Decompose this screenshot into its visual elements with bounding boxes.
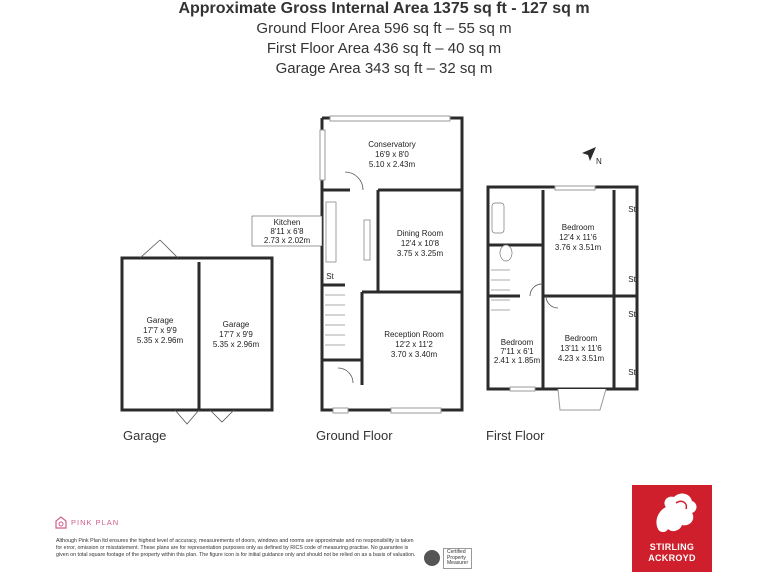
toilet-icon: [500, 245, 512, 261]
bedroom3-name: Bedroom: [500, 338, 534, 347]
store-label: St: [628, 368, 636, 377]
bedroom2-name: Bedroom: [564, 334, 598, 343]
kitchen-imperial: 8'11 x 6'8: [270, 227, 304, 236]
dining-imperial: 12'4 x 10'8: [400, 239, 440, 248]
kitchen-counter: [326, 202, 336, 262]
garage1-imperial: 17'7 x 9'9: [143, 326, 177, 335]
garage2-name: Garage: [222, 320, 250, 329]
reception-imperial: 12'2 x 11'2: [395, 340, 433, 349]
reception-metric: 3.70 x 3.40m: [390, 350, 438, 359]
bedroom2-imperial: 13'11 x 11'6: [560, 344, 602, 353]
first-floor-label: First Floor: [486, 428, 545, 443]
agency-logo: [632, 485, 712, 572]
bedroom3-metric: 2.41 x 1.85m: [493, 356, 541, 365]
rics-certification: [424, 548, 472, 569]
store-label: St: [628, 275, 636, 284]
north-arrow-icon: [582, 147, 602, 166]
store-label: St: [326, 272, 334, 281]
agency-line1: STIRLING: [649, 542, 695, 552]
kitchen-name: Kitchen: [273, 218, 301, 227]
garage-area: Garage Area 343 sq ft – 32 sq m: [275, 60, 493, 77]
svg-text:N: N: [596, 157, 602, 166]
garage2-metric: 5.35 x 2.96m: [212, 340, 260, 349]
kitchen-label: [252, 216, 322, 246]
pinkplan-text: PINK PLAN: [71, 517, 120, 527]
first-floor-area: First Floor Area 436 sq ft – 40 sq m: [266, 40, 502, 57]
store-label: St: [628, 205, 636, 214]
griffin-icon: [632, 485, 712, 539]
conservatory-imperial: 16'9 x 8'0: [375, 150, 409, 159]
rics-line2: Property: [447, 554, 466, 561]
bedroom1-imperial: 12'4 x 11'6: [559, 233, 597, 242]
bedroom1-metric: 3.76 x 3.51m: [554, 243, 602, 252]
pinkplan-brand: [54, 515, 119, 529]
sideboard: [364, 220, 370, 260]
rics-line1: Certified: [447, 549, 466, 555]
rics-line3: Measurer: [447, 560, 469, 566]
garage1-metric: 5.35 x 2.96m: [136, 336, 184, 345]
bath-icon: [492, 203, 504, 233]
garage-floor-label: Garage: [123, 428, 167, 443]
ground-floor-area: Ground Floor Area 596 sq ft – 55 sq m: [256, 20, 512, 37]
agency-line2: ACKROYD: [648, 553, 696, 563]
bedroom2-metric: 4.23 x 3.51m: [557, 354, 605, 363]
bedroom1-name: Bedroom: [561, 223, 595, 232]
reception-name: Reception Room: [384, 330, 444, 339]
store-label: St: [628, 310, 636, 319]
kitchen-metric: 2.73 x 2.02m: [263, 236, 311, 245]
conservatory-metric: 5.10 x 2.43m: [368, 160, 416, 169]
area-title: Approximate Gross Internal Area 1375 sq ft - 127 sq m: [178, 0, 590, 17]
garage2-imperial: 17'7 x 9'9: [219, 330, 253, 339]
dining-metric: 3.75 x 3.25m: [396, 249, 444, 258]
disclaimer: Although Pink Plan ltd ensures the highest level of accuracy, measurements of doors, windows and rooms are approximate and no responsibility is taken for error, omission or misstatement. These plans are for representation purposes only as defined by RICS code of measuring practise. No guarantee is given on total square footage of the property within this plan. The figure icon is for initial guidance only and should not be relied on as a basis of valuation.: [56, 538, 416, 558]
bedroom3-imperial: 7'11 x 6'1: [500, 347, 534, 356]
garage1-name: Garage: [146, 316, 174, 325]
conservatory-name: Conservatory: [368, 140, 416, 149]
dining-name: Dining Room: [396, 229, 444, 238]
rics-badge-icon: [424, 550, 440, 566]
ground-floor-label: Ground Floor: [316, 428, 393, 443]
pinkplan-logo-icon: [54, 515, 68, 529]
